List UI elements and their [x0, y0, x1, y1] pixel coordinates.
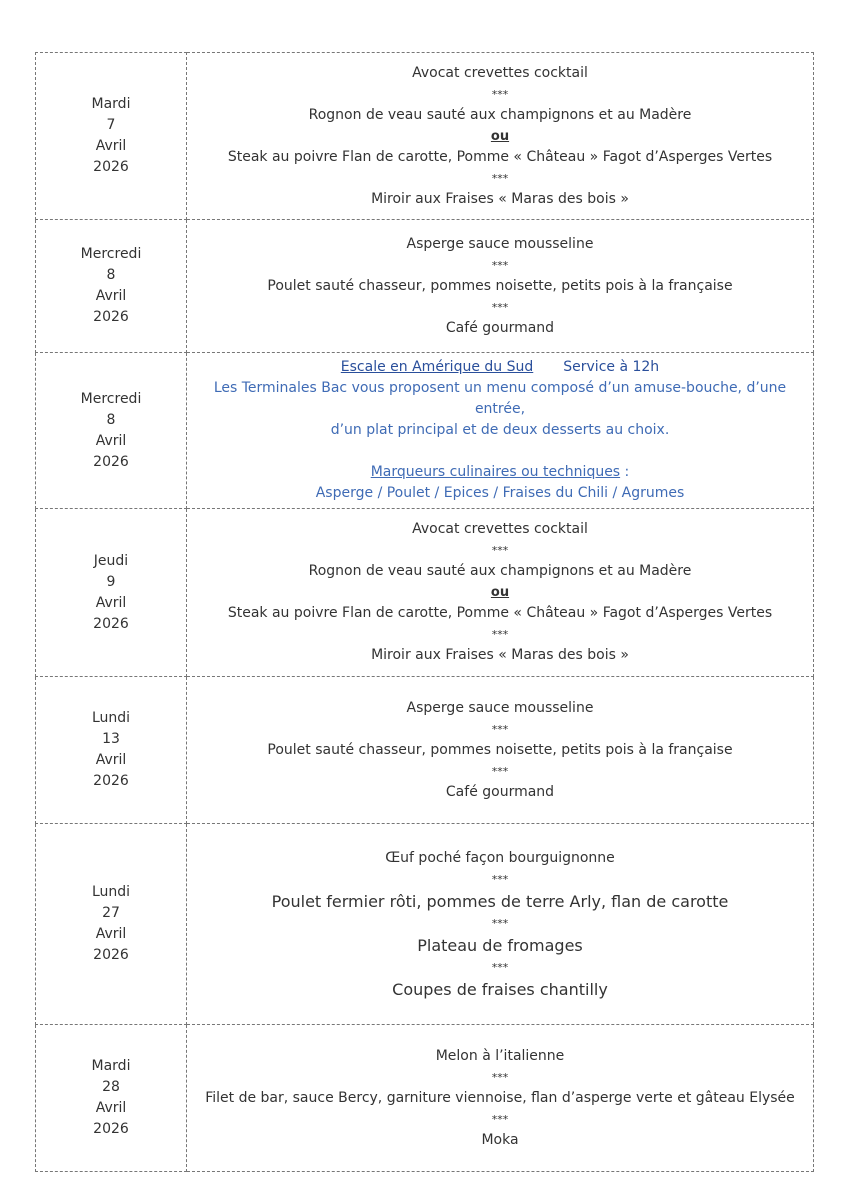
separator: *** [491, 872, 509, 886]
or-label: ou [490, 128, 510, 144]
separator: *** [491, 722, 509, 736]
date-month: Avril [95, 926, 127, 942]
date-day: Mercredi [80, 390, 142, 407]
dessert: Miroir aux Fraises « Maras des bois » [371, 647, 629, 663]
date-day: Lundi [91, 710, 131, 726]
date-day: Mardi [91, 1058, 131, 1074]
dessert: Café gourmand [445, 319, 555, 336]
starter: Melon à l’italienne [435, 1047, 565, 1064]
markers-list: Asperge / Poulet / Epices / Fraises du Chili / Agrumes [315, 485, 685, 501]
separator: *** [491, 87, 509, 101]
date-day: Jeudi [93, 552, 129, 569]
separator: *** [491, 1112, 509, 1126]
menu-cell [187, 677, 814, 824]
date-year: 2026 [93, 309, 129, 325]
menu-row [36, 53, 814, 220]
date-number: 28 [102, 1079, 120, 1095]
date-number: 8 [106, 267, 116, 283]
date-cell [36, 220, 187, 353]
menu-row [36, 509, 814, 677]
date-year: 2026 [93, 453, 129, 470]
menu-cell [187, 824, 814, 1025]
event-title: Escale en Amérique du Sud [340, 359, 534, 375]
date-day: Lundi [91, 884, 131, 900]
main-course: Filet de bar, sauce Bercy, garniture viennoise, flan d’asperge verte et gâteau Elysée [205, 1089, 795, 1106]
separator: *** [491, 764, 509, 778]
separator: *** [491, 544, 509, 557]
event-description-line1: Les Terminales Bac vous proposent un menu composé d’un amuse-bouche, d’une entrée, [213, 380, 787, 417]
main-course-alt: Steak au poivre Flan de carotte, Pomme « Château » Fagot d’Asperges Vertes [227, 148, 773, 165]
cheese-course: Plateau de fromages [417, 935, 583, 955]
markers-heading [187, 462, 813, 483]
event-service-time: Service à 12h [563, 359, 660, 375]
main-course-alt: Steak au poivre Flan de carotte, Pomme « Château » Fagot d’Asperges Vertes [227, 605, 773, 621]
starter: Asperge sauce mousseline [406, 235, 594, 252]
date-day: Mercredi [80, 246, 142, 262]
date-month: Avril [95, 752, 127, 768]
menu-table [35, 52, 814, 1172]
dessert: Coupes de fraises chantilly [392, 979, 608, 999]
date-number: 8 [106, 411, 116, 428]
date-month: Avril [95, 288, 127, 304]
main-course: Poulet sauté chasseur, pommes noisette, petits pois à la française [267, 277, 733, 294]
date-year: 2026 [93, 159, 129, 175]
dessert: Miroir aux Fraises « Maras des bois » [371, 190, 629, 207]
separator: *** [491, 258, 509, 272]
date-number: 9 [106, 573, 116, 590]
menu-row [36, 220, 814, 353]
starter: Avocat crevettes cocktail [412, 64, 588, 81]
separator: *** [491, 628, 509, 641]
separator: *** [491, 1070, 509, 1084]
main-course: Rognon de veau sauté aux champignons et au Madère [308, 106, 692, 123]
date-cell [36, 53, 187, 220]
menu-cell [187, 220, 814, 353]
main-course: Poulet sauté chasseur, pommes noisette, petits pois à la française [267, 741, 733, 758]
date-cell [36, 824, 187, 1025]
or-label: ou [490, 585, 510, 600]
separator: *** [491, 916, 509, 930]
date-year: 2026 [93, 1121, 129, 1137]
starter: Avocat crevettes cocktail [412, 521, 588, 537]
separator: *** [491, 300, 509, 314]
date-month: Avril [95, 432, 127, 449]
dessert: Moka [481, 1131, 519, 1148]
menu-row [36, 1025, 814, 1172]
menu-row-special [36, 353, 814, 509]
date-day: Mardi [91, 96, 131, 112]
menu-cell [187, 1025, 814, 1172]
event-header [187, 357, 813, 378]
separator: *** [491, 960, 509, 974]
date-cell [36, 509, 187, 677]
main-course: Poulet fermier rôti, pommes de terre Arly, flan de carotte [271, 891, 729, 911]
date-year: 2026 [93, 947, 129, 963]
menu-row [36, 677, 814, 824]
menu-cell [187, 509, 814, 677]
menu-row [36, 824, 814, 1025]
date-cell [36, 677, 187, 824]
date-number: 7 [106, 117, 116, 133]
date-year: 2026 [93, 615, 129, 632]
separator: *** [491, 171, 509, 185]
starter: Asperge sauce mousseline [406, 699, 594, 716]
event-cell [187, 353, 814, 509]
main-course: Rognon de veau sauté aux champignons et au Madère [308, 563, 692, 579]
menu-cell [187, 53, 814, 220]
date-number: 13 [102, 731, 120, 747]
dessert: Café gourmand [445, 783, 555, 800]
date-month: Avril [95, 138, 127, 154]
date-cell [36, 1025, 187, 1172]
date-year: 2026 [93, 773, 129, 789]
date-month: Avril [95, 1100, 127, 1116]
date-month: Avril [95, 594, 127, 611]
date-number: 27 [102, 905, 120, 921]
starter: Œuf poché façon bourguignonne [385, 849, 615, 866]
event-description-line2: d’un plat principal et de deux desserts au choix. [330, 422, 670, 438]
date-cell [36, 353, 187, 509]
markers-label: Marqueurs culinaires ou techniques [370, 464, 621, 480]
markers-colon: : [620, 464, 630, 480]
